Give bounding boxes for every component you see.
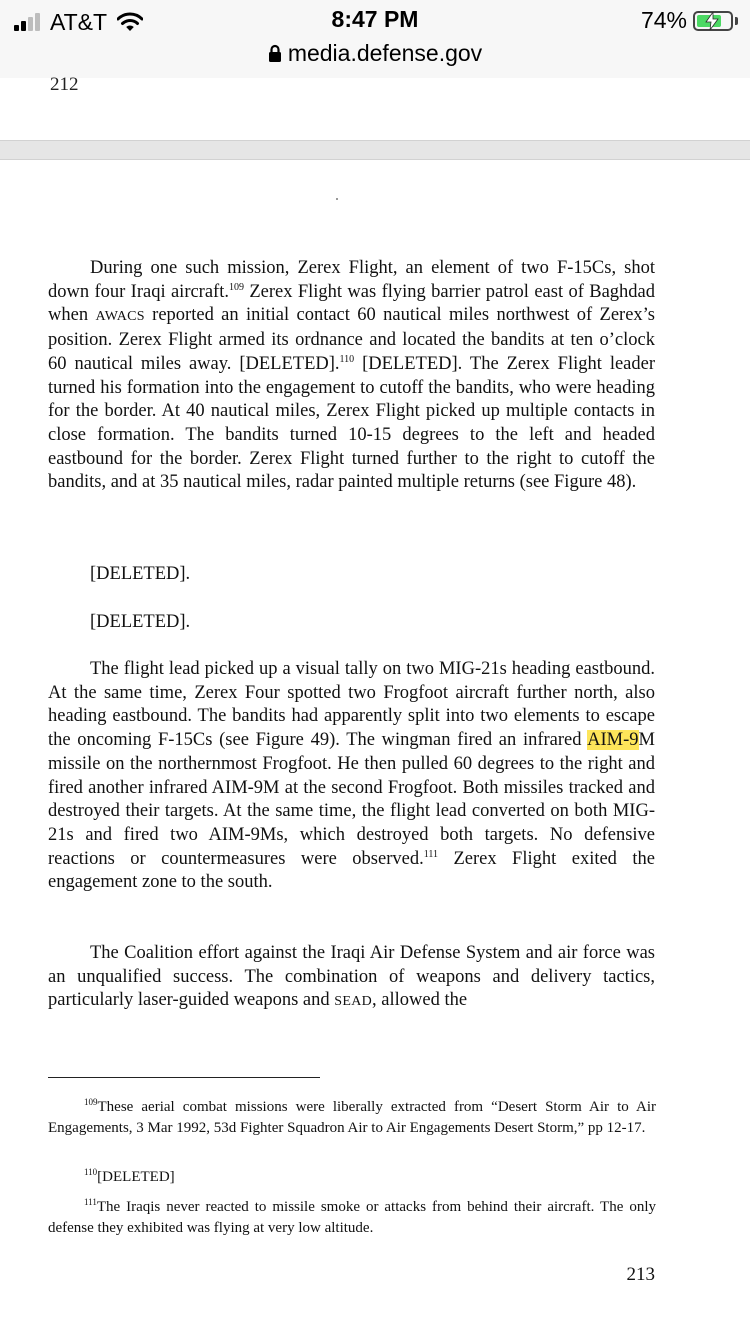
battery-cap <box>735 17 738 25</box>
paragraph-text: The flight lead picked up a visual tally on two MIG-21s heading eastbound. At the same time, Zerex Four spotted two Frogfoot aircraft further north, also heading eastbound. The bandits had apparently split into two elements to escape the oncoming F-15Cs (see Figure 49). The wingman fired an infrared <box>48 659 655 751</box>
footnote-text: The Iraqis never reacted to missile smoke or attacks from behind their aircraft. The only defense they exhibited was flying at very low altitude. <box>48 1199 656 1236</box>
footnote-text: These aerial combat missions were liberally extracted from “Desert Storm Air to Air Engagements, 3 Mar 1992, 53d Fighter Squadron Air to Air Engagements Desert Storm,” pp 12-17. <box>48 1099 656 1136</box>
carrier-name: AT&T <box>50 8 108 35</box>
paragraph-text: , allowed the <box>372 990 468 1011</box>
paragraph-text: M missile on the northernmost Frogfoot. He then pulled 60 degrees to the right and fired another infrared AIM-9M at the second Frogfoot. Both missiles tracked and destroyed their targets. At the same time, the flight lead converted on both MIG-21s and fired two AIM-9Ms, which destroyed both targets. No defensive reactions or countermeasures were observed. <box>48 730 655 869</box>
address-bar[interactable] <box>0 40 750 67</box>
body-paragraph-3 <box>48 942 655 1014</box>
footnote-text: [DELETED] <box>97 1169 175 1185</box>
battery-icon <box>693 11 733 31</box>
status-bar <box>0 0 750 78</box>
footnote-109 <box>48 1097 656 1138</box>
previous-page-number: 212 <box>50 74 79 95</box>
body-paragraph-1 <box>48 257 655 495</box>
body-paragraph-2 <box>48 658 655 895</box>
clock: 8:47 PM <box>331 6 419 32</box>
battery-group <box>641 7 738 34</box>
footnote-111 <box>48 1197 656 1238</box>
footnote-ref-109[interactable]: 109 <box>228 281 244 293</box>
acronym-awacs: AWACS <box>95 309 145 325</box>
previous-page-fragment <box>0 74 750 140</box>
footnote-ref-110[interactable]: 110 <box>339 353 355 365</box>
acronym-sead: SEAD <box>334 994 373 1010</box>
footnote-ref-111[interactable]: 111 <box>423 848 438 860</box>
paragraph-text: reported an initial contact 60 nautical miles northwest of Zerex’s position. Zerex Flight armed its ordnance and located the bandits at ten o’clock 60 nautical miles away. [DELETED]. <box>48 305 655 374</box>
url-text[interactable]: media.defense.gov <box>287 40 483 66</box>
document-page <box>0 160 750 1334</box>
paragraph-text: The Coalition effort against the Iraqi Air Defense System and air force was an unqualified success. The combination of weapons and delivery tactics, particularly laser-guided weapons and <box>48 943 655 1011</box>
footnote-divider <box>48 1077 320 1078</box>
search-highlight[interactable]: AIM-9 <box>587 730 639 751</box>
charging-bolt-icon <box>705 12 719 30</box>
paragraph-text: During one such mission, Zerex Flight, an element of two F-15Cs, shot down four Iraqi aircraft. <box>48 258 655 302</box>
deleted-line-1: [DELETED]. <box>90 564 191 584</box>
page-number: 213 <box>626 1264 655 1285</box>
scan-speck <box>336 198 338 200</box>
footnote-110 <box>48 1167 656 1188</box>
paragraph-text: Zerex Flight was flying barrier patrol east of Baghdad when <box>48 281 655 326</box>
footnote-number: 110 <box>84 1167 98 1177</box>
footnote-number: 109 <box>84 1097 98 1107</box>
deleted-line-2: [DELETED]. <box>90 612 191 632</box>
lock-icon <box>268 44 282 63</box>
footnote-number: 111 <box>84 1197 97 1207</box>
battery-percent: 74% <box>640 7 687 33</box>
page-separator <box>0 140 750 160</box>
paragraph-text: [DELETED]. The Zerex Flight leader turned his formation into the engagement to cutoff the bandits, who were heading for the border. At 40 nautical miles, Zerex Flight picked up multiple contacts in close formation. The bandits turned 10-15 degrees to the left and headed eastbound for the border. Zerex Flight turned further to the right to cutoff the bandits, and at 35 nautical miles, radar painted multiple returns (see Figure 48). <box>48 353 655 493</box>
paragraph-text: Zerex Flight exited the engagement zone to the south. <box>48 848 655 893</box>
